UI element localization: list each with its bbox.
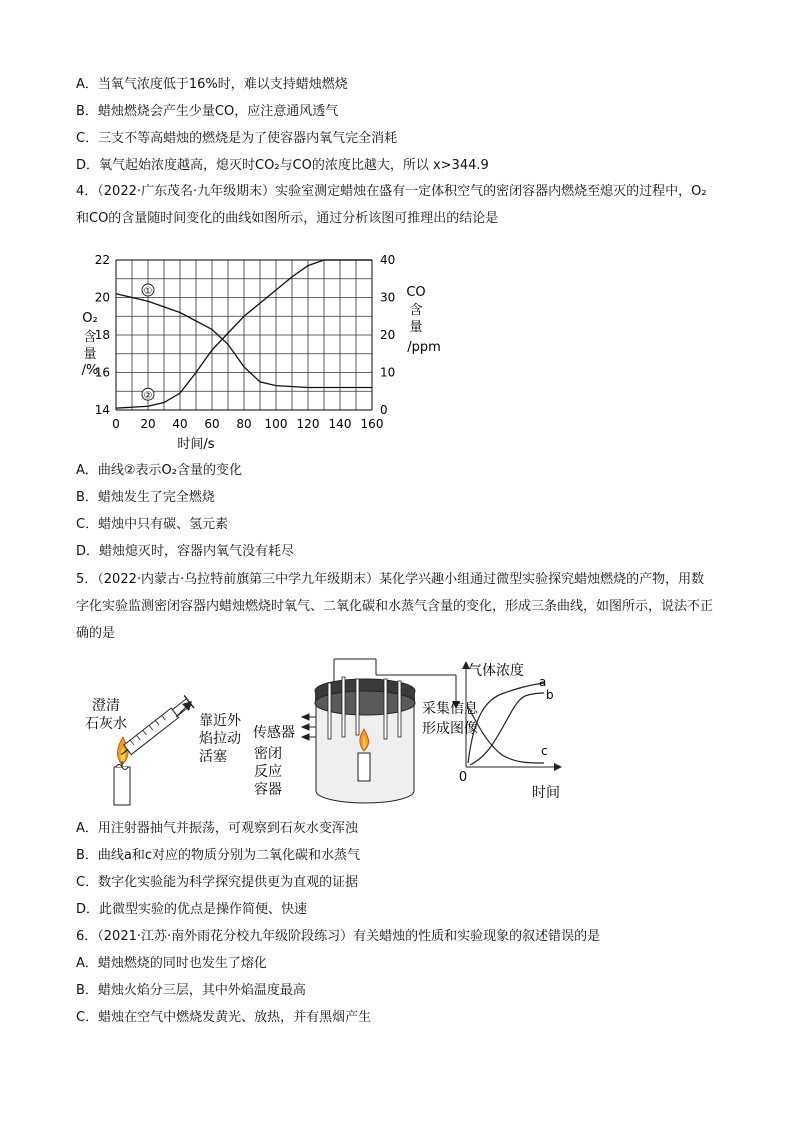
right-axis-label bbox=[406, 285, 440, 355]
y-left-tick-label: 20 bbox=[94, 290, 110, 305]
x-tick-label: 60 bbox=[204, 417, 220, 431]
series-label-1: ① bbox=[143, 286, 153, 297]
left-axis-label-2: 含 bbox=[83, 330, 97, 345]
y-right-tick-label: 20 bbox=[380, 328, 396, 342]
q5-option-d: D．此微型实验的优点是操作简便、快速 bbox=[76, 902, 308, 917]
y-right-tick-label: 0 bbox=[380, 403, 388, 417]
x-tick-label: 160 bbox=[360, 417, 384, 431]
label-pull-1: 靠近外 bbox=[199, 713, 241, 729]
y-right-tick-label: 40 bbox=[380, 253, 396, 267]
candle-experiment-diagram bbox=[76, 655, 566, 815]
y-left-tick-label: 14 bbox=[94, 403, 110, 417]
right-axis-label-4: /ppm bbox=[407, 340, 441, 355]
label-collect-2: 形成图像 bbox=[422, 721, 478, 737]
x-tick-label: 40 bbox=[172, 417, 188, 431]
q5-option-a: A．用注射器抽气并振荡，可观察到石灰水变浑浊 bbox=[76, 821, 358, 836]
q4-option-b: B．蜡烛发生了完全燃烧 bbox=[76, 490, 215, 505]
q3-option-a: A．当氧气浓度低于16%时，难以支持蜡烛燃烧 bbox=[76, 77, 348, 92]
label-collect-1: 采集信息 bbox=[422, 701, 478, 717]
q6-option-c: C．蜡烛在空气中燃烧发黄光、放热，并有黑烟产生 bbox=[76, 1010, 372, 1025]
label-sensor: 传感器 bbox=[253, 725, 295, 741]
q4-option-d: D．蜡烛熄灭时，容器内氧气没有耗尽 bbox=[76, 544, 295, 559]
y-left-tick-label: 22 bbox=[94, 253, 110, 267]
curve-b-label: b bbox=[546, 688, 554, 702]
x-tick-label: 80 bbox=[236, 417, 252, 431]
label-limewater-2: 石灰水 bbox=[85, 716, 127, 732]
left-axis-label-1: O₂ bbox=[82, 311, 98, 326]
q3-option-b: B．蜡烛燃烧会产生少量CO，应注意通风透气 bbox=[76, 104, 339, 119]
label-container-2: 反应 bbox=[254, 764, 282, 780]
q5-option-b: B．曲线a和c对应的物质分别为二氧化碳和水蒸气 bbox=[76, 848, 361, 863]
left-axis-label bbox=[82, 311, 99, 378]
left-axis-label-4: /% bbox=[81, 363, 99, 378]
q6-option-a: A．蜡烛燃烧的同时也发生了熔化 bbox=[76, 956, 267, 971]
x-tick-label: 140 bbox=[328, 417, 352, 431]
q6-option-b: B．蜡烛火焰分三层，其中外焰温度最高 bbox=[76, 983, 306, 998]
graph-xlabel: 时间 bbox=[532, 785, 560, 801]
q4-option-a: A．曲线②表示O₂含量的变化 bbox=[76, 463, 242, 478]
o2-co-line-chart bbox=[76, 240, 456, 455]
label-container-3: 容器 bbox=[254, 782, 282, 798]
q5-option-c: C．数字化实验能为科学探究提供更为直观的证据 bbox=[76, 875, 359, 890]
q5-figure bbox=[76, 655, 566, 815]
label-container-1: 密闭 bbox=[254, 746, 282, 762]
label-pull-3: 活塞 bbox=[199, 749, 227, 765]
x-tick-label: 20 bbox=[140, 417, 156, 431]
y-left-tick-label: 16 bbox=[94, 365, 110, 380]
x-tick-label: 0 bbox=[112, 417, 120, 431]
chart-ticks bbox=[95, 253, 396, 431]
right-axis-label-1: CO bbox=[406, 285, 426, 300]
y-right-tick-label: 10 bbox=[380, 365, 396, 380]
series-label-2: ② bbox=[143, 390, 153, 402]
x-tick-label: 120 bbox=[296, 417, 320, 431]
right-axis-label-3: 量 bbox=[409, 320, 423, 335]
q4-stem: 4．（2022·广东茂名·九年级期末）实验室测定蜡烛在盛有一定体积空气的密闭容器内燃烧至熄灭的过程中，O₂和CO的含量随时间变化的曲线如图所示，通过分析该图可推理出的结论是 bbox=[76, 184, 707, 226]
gas-concentration-graph bbox=[459, 661, 562, 801]
label-limewater-1: 澄清 bbox=[92, 698, 120, 714]
q4-option-c: C．蜡烛中只有碳、氢元素 bbox=[76, 517, 229, 532]
right-axis-label-2: 含 bbox=[409, 303, 423, 318]
graph-ylabel: 气体浓度 bbox=[468, 663, 524, 679]
left-axis-label-3: 量 bbox=[83, 347, 97, 362]
q5-stem: 5．（2022·内蒙古·乌拉特前旗第三中学九年级期末）某化学兴趣小组通过微型实验探究蜡烛燃烧的产物，用数字化实验监测密闭容器内蜡烛燃烧时氧气、二氧化碳和水蒸气含量的变化，形成三条曲线，如图所示，说法不正确的是 bbox=[76, 572, 714, 641]
curve-a-label: a bbox=[539, 675, 547, 689]
curve-c-label: c bbox=[541, 744, 548, 758]
chart-xlabel: 时间/s bbox=[177, 437, 215, 452]
y-left-tick-label: 18 bbox=[94, 328, 110, 342]
y-right-tick-label: 30 bbox=[380, 290, 396, 305]
q3-option-c: C．三支不等高蜡烛的燃烧是为了使容器内氧气完全消耗 bbox=[76, 131, 398, 146]
graph-origin: 0 bbox=[458, 770, 468, 785]
q3-option-d: D．氧气起始浓度越高，熄灭时CO₂与CO的浓度比越大，所以 x>344.9 bbox=[76, 158, 489, 173]
q4-chart bbox=[76, 240, 456, 455]
q6-stem: 6．（2021·江苏·南外雨花分校九年级阶段练习）有关蜡烛的性质和实验现象的叙述错误的是 bbox=[76, 929, 601, 944]
x-tick-label: 100 bbox=[264, 417, 288, 431]
label-pull-2: 焰拉动 bbox=[199, 731, 241, 747]
